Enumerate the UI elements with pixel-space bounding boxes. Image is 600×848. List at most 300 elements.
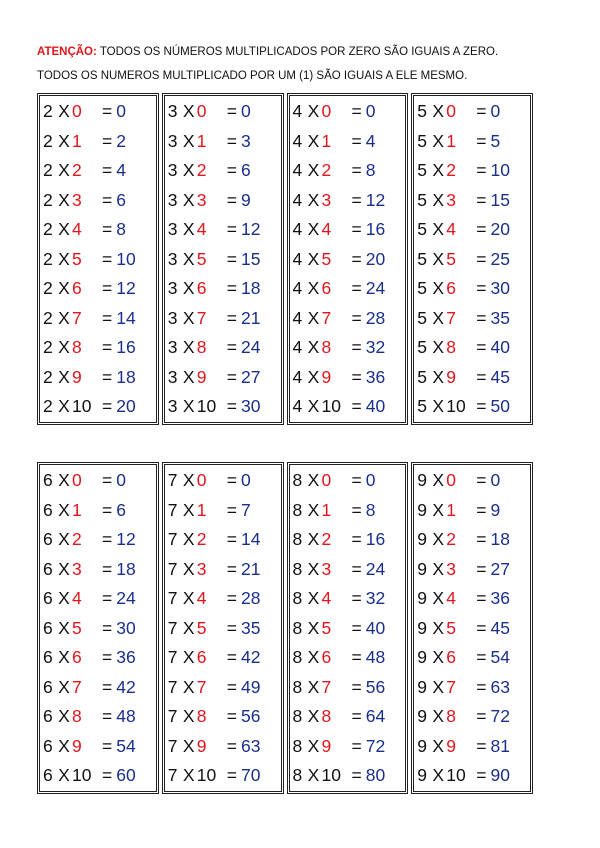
table-row [165,186,281,216]
times-sign: X [58,101,70,122]
multiplicand: 10 [196,396,217,417]
table-row [290,525,406,555]
multiplicand: 5 [446,617,456,638]
multiplier: 8 [292,765,303,786]
result: 8 [116,219,126,240]
multiplicand: 3 [446,189,456,210]
multiplier: 5 [417,307,427,328]
times-sign: X [307,101,320,122]
result: 48 [116,706,136,727]
multiplier: 5 [417,219,427,240]
table-row [165,363,281,393]
multiplicand: 0 [196,470,207,491]
times-sign: X [182,588,195,609]
multiplicand: 0 [196,101,207,122]
table-row [40,274,156,304]
table-row [290,156,406,186]
multiplicand: 6 [446,647,456,668]
times-sign: X [182,219,195,240]
result: 20 [365,248,386,269]
table-row [165,333,281,363]
multiplicand: 7 [446,676,456,697]
result: 0 [116,470,126,491]
times-sign: X [58,588,70,609]
result: 2 [116,130,126,151]
table-row [414,215,530,245]
times-sign: X [58,189,70,210]
result: 70 [240,765,261,786]
multiplicand: 3 [446,558,456,579]
multiplicand: 8 [446,337,456,358]
result: 10 [116,248,136,269]
equals-sign: = [102,735,113,756]
result: 20 [490,219,510,240]
multiplicand: 1 [196,499,207,520]
multiplicand: 8 [446,706,456,727]
equals-sign: = [476,499,487,520]
multiplier: 7 [167,706,178,727]
result: 21 [240,307,261,328]
result: 12 [116,278,136,299]
times-sign: X [307,337,320,358]
multiplicand: 6 [446,278,456,299]
result: 4 [365,130,376,151]
times-table-9 [413,464,531,792]
equals-sign: = [102,160,113,181]
table-row [414,186,530,216]
multiplicand: 10 [72,765,92,786]
multiplier: 4 [292,307,303,328]
times-sign: X [58,248,70,269]
times-sign: X [307,588,320,609]
equals-sign: = [351,706,362,727]
result: 18 [116,366,136,387]
multiplicand: 1 [72,130,82,151]
multiplicand: 5 [72,248,82,269]
result: 10 [490,160,510,181]
result: 24 [365,278,386,299]
result: 27 [490,558,510,579]
multiplicand: 0 [446,470,456,491]
multiplicand: 6 [72,647,82,668]
multiplier: 8 [292,706,303,727]
equals-sign: = [476,558,487,579]
table-row [290,673,406,703]
equals-sign: = [226,366,237,387]
multiplier: 9 [417,735,427,756]
table-row [165,555,281,585]
equals-sign: = [476,130,487,151]
equals-sign: = [226,470,237,491]
table-row [414,732,530,762]
table-row [165,274,281,304]
table-row [40,673,156,703]
table-row [40,702,156,732]
multiplier: 2 [43,248,53,269]
table-row [165,761,281,791]
times-sign: X [307,529,320,550]
result: 42 [240,647,261,668]
multiplicand: 0 [321,470,332,491]
equals-sign: = [226,499,237,520]
times-sign: X [182,558,195,579]
equals-sign: = [226,101,237,122]
multiplicand: 9 [72,735,82,756]
result: 16 [365,219,386,240]
times-sign: X [58,366,70,387]
equals-sign: = [351,160,362,181]
times-sign: X [58,765,70,786]
result: 56 [365,676,386,697]
equals-sign: = [351,248,362,269]
multiplier: 6 [43,558,53,579]
multiplicand: 0 [446,101,456,122]
equals-sign: = [102,676,113,697]
multiplicand: 2 [72,160,82,181]
result: 5 [490,130,501,151]
multiplier: 3 [167,337,178,358]
multiplicand: 2 [321,529,332,550]
table-row [165,643,281,673]
times-sign: X [307,307,320,328]
equals-sign: = [102,278,113,299]
multiplier: 7 [167,558,178,579]
multiplicand: 2 [196,529,207,550]
multiplicand: 1 [446,130,456,151]
equals-sign: = [226,337,237,358]
equals-sign: = [102,558,113,579]
equals-sign: = [102,396,113,417]
equals-sign: = [476,219,487,240]
equals-sign: = [102,588,113,609]
equals-sign: = [476,588,487,609]
equals-sign: = [476,676,487,697]
multiplicand: 3 [321,189,332,210]
table-row [290,555,406,585]
table-row [414,643,530,673]
times-table-7 [164,464,282,792]
multiplier: 5 [417,248,427,269]
table-row [290,215,406,245]
times-sign: X [58,307,70,328]
table-row [290,363,406,393]
multiplicand: 3 [72,189,82,210]
table-row [290,245,406,275]
multiplier: 9 [417,588,427,609]
table-row [290,496,406,526]
equals-sign: = [351,101,362,122]
times-sign: X [58,647,70,668]
multiplier: 6 [43,735,53,756]
multiplier: 5 [417,189,427,210]
table-row [40,392,156,422]
multiplier: 2 [43,366,53,387]
equals-sign: = [351,765,362,786]
times-sign: X [307,160,320,181]
result: 50 [490,396,510,417]
equals-sign: = [351,558,362,579]
equals-sign: = [102,366,113,387]
multiplier: 7 [167,765,178,786]
times-sign: X [182,307,195,328]
multiplicand: 1 [446,499,456,520]
multiplier: 8 [292,676,303,697]
multiplicand: 3 [72,558,82,579]
multiplier: 2 [43,130,53,151]
multiplicand: 4 [446,588,456,609]
times-sign: X [182,248,195,269]
equals-sign: = [102,765,113,786]
times-sign: X [432,647,445,668]
multiplicand: 4 [72,588,82,609]
times-sign: X [58,499,70,520]
multiplier: 5 [417,160,427,181]
result: 30 [240,396,261,417]
tables-block-bottom [39,464,531,792]
multiplier: 4 [292,160,303,181]
result: 14 [116,307,136,328]
times-sign: X [182,278,195,299]
times-sign: X [432,189,445,210]
multiplicand: 1 [72,499,82,520]
multiplier: 9 [417,647,427,668]
multiplicand: 8 [72,337,82,358]
result: 3 [240,130,251,151]
multiplicand: 2 [446,160,456,181]
table-row [40,304,156,334]
times-sign: X [432,160,445,181]
multiplicand: 8 [196,337,207,358]
table-row [290,614,406,644]
table-row [165,732,281,762]
multiplicand: 6 [321,647,332,668]
table-row [414,761,530,791]
result: 0 [365,470,376,491]
table-row [414,614,530,644]
equals-sign: = [351,470,362,491]
multiplier: 8 [292,617,303,638]
table-row [165,614,281,644]
times-sign: X [58,278,70,299]
equals-sign: = [102,248,113,269]
result: 6 [116,499,126,520]
table-row [165,466,281,496]
result: 56 [240,706,261,727]
multiplier: 7 [167,647,178,668]
header [37,40,577,88]
multiplicand: 8 [321,706,332,727]
equals-sign: = [102,101,113,122]
result: 40 [365,396,386,417]
times-sign: X [432,278,445,299]
table-row [40,496,156,526]
table-row [40,186,156,216]
table-row [40,466,156,496]
times-sign: X [182,765,195,786]
equals-sign: = [102,647,113,668]
equals-sign: = [476,189,487,210]
times-sign: X [58,558,70,579]
result: 16 [365,529,386,550]
times-sign: X [58,470,70,491]
times-sign: X [182,735,195,756]
result: 36 [365,366,386,387]
equals-sign: = [476,765,487,786]
multiplicand: 9 [446,366,456,387]
multiplier: 2 [43,278,53,299]
equals-sign: = [102,706,113,727]
table-row [290,761,406,791]
multiplier: 5 [417,366,427,387]
result: 63 [490,676,510,697]
result: 32 [365,588,386,609]
equals-sign: = [102,130,113,151]
multiplier: 3 [167,101,178,122]
times-sign: X [432,337,445,358]
result: 18 [116,558,136,579]
table-row [414,274,530,304]
table-row [414,496,530,526]
equals-sign: = [476,101,487,122]
table-row [40,761,156,791]
table-row [40,333,156,363]
multiplicand: 5 [72,617,82,638]
equals-sign: = [351,278,362,299]
multiplier: 9 [417,676,427,697]
times-sign: X [432,101,445,122]
result: 35 [240,617,261,638]
equals-sign: = [476,160,487,181]
times-sign: X [432,529,445,550]
multiplicand: 3 [196,189,207,210]
table-row [290,702,406,732]
result: 7 [240,499,251,520]
multiplicand: 0 [72,101,82,122]
result: 49 [240,676,261,697]
multiplicand: 6 [321,278,332,299]
result: 40 [490,337,510,358]
multiplier: 8 [292,558,303,579]
times-sign: X [307,558,320,579]
equals-sign: = [351,529,362,550]
times-sign: X [432,735,445,756]
multiplier: 9 [417,529,427,550]
table-row [290,732,406,762]
multiplier: 6 [43,676,53,697]
times-sign: X [432,130,445,151]
equals-sign: = [476,529,487,550]
multiplicand: 6 [196,278,207,299]
equals-sign: = [102,219,113,240]
multiplicand: 9 [321,366,332,387]
equals-sign: = [351,130,362,151]
multiplicand: 5 [196,617,207,638]
equals-sign: = [476,396,487,417]
table-row [290,643,406,673]
multiplier: 5 [417,101,427,122]
result: 25 [490,248,510,269]
table-row [165,127,281,157]
result: 9 [240,189,251,210]
multiplicand: 8 [321,337,332,358]
multiplier: 7 [167,588,178,609]
table-row [40,732,156,762]
table-row [40,643,156,673]
result: 54 [116,735,136,756]
table-row [414,97,530,127]
table-row [165,304,281,334]
result: 8 [365,499,376,520]
result: 72 [365,735,386,756]
multiplier: 3 [167,160,178,181]
table-row [414,333,530,363]
result: 28 [240,588,261,609]
times-table-4 [289,95,407,423]
multiplier: 8 [292,499,303,520]
table-row [165,215,281,245]
times-sign: X [307,130,320,151]
table-row [414,127,530,157]
times-sign: X [432,588,445,609]
equals-sign: = [351,366,362,387]
multiplicand: 10 [321,765,341,786]
times-sign: X [307,189,320,210]
table-row [165,673,281,703]
times-sign: X [58,735,70,756]
times-sign: X [182,160,195,181]
multiplicand: 2 [72,529,82,550]
result: 90 [490,765,510,786]
result: 15 [240,248,261,269]
times-sign: X [307,396,320,417]
equals-sign: = [351,189,362,210]
times-sign: X [58,676,70,697]
table-row [414,466,530,496]
result: 81 [490,735,510,756]
result: 14 [240,529,261,550]
equals-sign: = [476,735,487,756]
equals-sign: = [226,735,237,756]
multiplier: 4 [292,101,303,122]
multiplier: 4 [292,219,303,240]
times-sign: X [182,101,195,122]
multiplicand: 4 [321,588,332,609]
table-row [40,156,156,186]
result: 36 [490,588,510,609]
result: 0 [240,470,251,491]
result: 24 [365,558,386,579]
table-row [414,555,530,585]
result: 72 [490,706,510,727]
multiplicand: 9 [72,366,82,387]
equals-sign: = [226,588,237,609]
multiplier: 3 [167,366,178,387]
multiplicand: 4 [446,219,456,240]
table-row [414,525,530,555]
result: 32 [365,337,386,358]
table-row [165,525,281,555]
times-sign: X [432,676,445,697]
equals-sign: = [102,529,113,550]
multiplier: 5 [417,337,427,358]
result: 8 [365,160,376,181]
times-sign: X [182,529,195,550]
multiplier: 6 [43,470,53,491]
equals-sign: = [476,248,487,269]
equals-sign: = [102,337,113,358]
multiplicand: 5 [321,248,332,269]
table-row [40,614,156,644]
